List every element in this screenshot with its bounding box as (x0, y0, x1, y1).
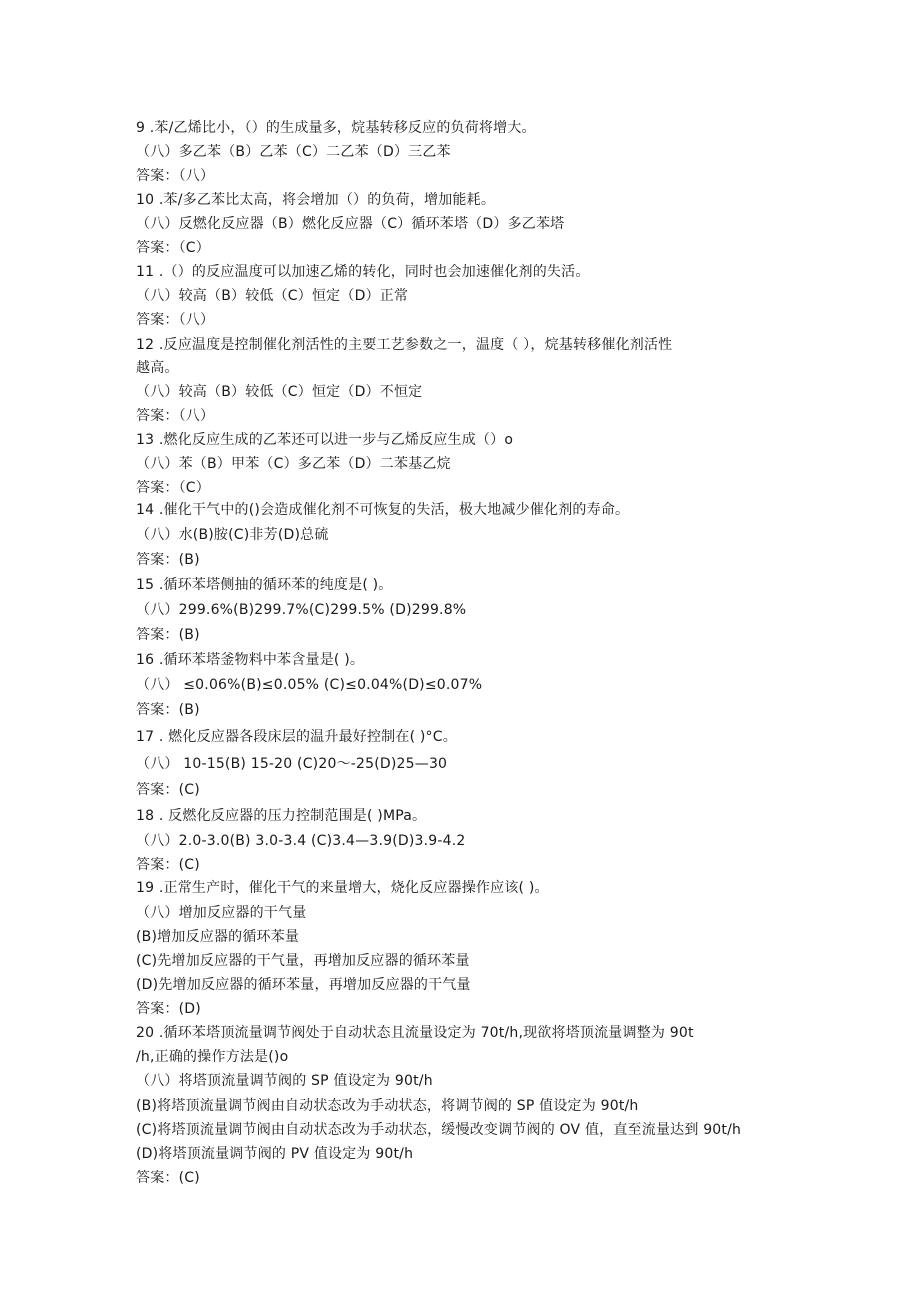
answer-17: 答案：(C) (136, 782, 200, 798)
question-17: 17 . 燃化反应器各段床层的温升最好控制在( )°C。 (136, 729, 457, 745)
question-12: 12 .反应温度是控制催化剂活性的主要工艺参数之一，温度（ ），烷基转移催化剂活性 (136, 337, 673, 353)
question-15: 15 .循环苯塔侧抽的循环苯的纯度是( )。 (136, 577, 393, 593)
question-12-cont: 越高。 (136, 360, 179, 376)
answer-11: 答案：（八） (136, 312, 215, 328)
options-11: （八）较高（B）较低（C）恒定（D）正常 (136, 288, 409, 304)
question-20-cont: /h,正确的操作方法是()o (136, 1049, 289, 1065)
option-19-c: (C)先增加反应器的干气量，再增加反应器的循环苯量 (136, 953, 470, 969)
answer-15: 答案：(B) (136, 627, 200, 643)
question-18: 18 . 反燃化反应器的压力控制范围是( )MPa。 (136, 808, 427, 824)
option-19-d: (D)先增加反应器的循环苯量，再增加反应器的干气量 (136, 977, 471, 993)
answer-13: 答案：（C） (136, 480, 210, 496)
question-16: 16 .循环苯塔釜物料中苯含量是( )。 (136, 652, 365, 668)
question-19: 19 .正常生产时，催化干气的来量增大，烧化反应器操作应该( )。 (136, 880, 549, 896)
answer-20: 答案：(C) (136, 1170, 200, 1186)
option-20-d: (D)将塔顶流量调节阀的 PV 值设定为 90t/h (136, 1146, 414, 1162)
options-13: （八）苯（B）甲苯（C）多乙苯（D）二苯基乙烷 (136, 456, 451, 472)
options-16: （八） ≤0.06%(B)≤0.05% (C)≤0.04%(D)≤0.07% (136, 677, 483, 693)
question-11: 11 .（）的反应温度可以加速乙烯的转化，同时也会加速催化剂的失活。 (136, 264, 590, 280)
option-20-a: （八）将塔顶流量调节阀的 SP 值设定为 90t/h (136, 1073, 433, 1089)
options-15: （八）299.6%(B)299.7%(C)299.5% (D)299.8% (136, 602, 467, 618)
options-10: （八）反燃化反应器（B）燃化反应器（C）循环苯塔（D）多乙苯塔 (136, 216, 565, 232)
answer-19: 答案：(D) (136, 1001, 201, 1017)
question-13: 13 .燃化反应生成的乙苯还可以进一步与乙烯反应生成（）o (136, 432, 514, 448)
option-19-b: (B)增加反应器的循环苯量 (136, 929, 300, 945)
answer-18: 答案：(C) (136, 857, 200, 873)
question-20: 20 .循环苯塔顶流量调节阀处于自动状态且流量设定为 70t/h,现欲将塔顶流量调整为 90t (136, 1025, 694, 1041)
question-14: 14 .催化干气中的()会造成催化剂不可恢复的失活，极大地减少催化剂的寿命。 (136, 502, 630, 518)
options-17: （八） 10-15(B) 15-20 (C)20～-25(D)25—30 (136, 756, 448, 772)
answer-16: 答案：(B) (136, 702, 200, 718)
question-10: 10 .苯/多乙苯比太高，将会增加（）的负荷，增加能耗。 (136, 192, 496, 208)
option-19-a: （八）增加反应器的干气量 (136, 905, 307, 921)
answer-9: 答案：（八） (136, 168, 215, 184)
answer-10: 答案：（C） (136, 240, 210, 256)
question-9: 9 .苯/乙烯比小，（）的生成量多，烷基转移反应的负荷将增大。 (136, 120, 536, 136)
option-20-b: (B)将塔顶流量调节阀由自动状态改为手动状态，将调节阀的 SP 值设定为 90t/h (136, 1098, 639, 1114)
options-9: （八）多乙苯（B）乙苯（C）二乙苯（D）三乙苯 (136, 144, 451, 160)
options-18: （八）2.0-3.0(B) 3.0-3.4 (C)3.4—3.9(D)3.9-4.2 (136, 833, 466, 849)
answer-12: 答案：（八） (136, 408, 215, 424)
options-14: （八）水(B)胺(C)非芳(D)总硫 (136, 527, 329, 543)
option-20-c: (C)将塔顶流量调节阀由自动状态改为手动状态，缓慢改变调节阀的 OV 值，直至流量达到 90t/h (136, 1122, 742, 1138)
options-12: （八）较高（B）较低（C）恒定（D）不恒定 (136, 384, 423, 400)
answer-14: 答案：(B) (136, 552, 200, 568)
